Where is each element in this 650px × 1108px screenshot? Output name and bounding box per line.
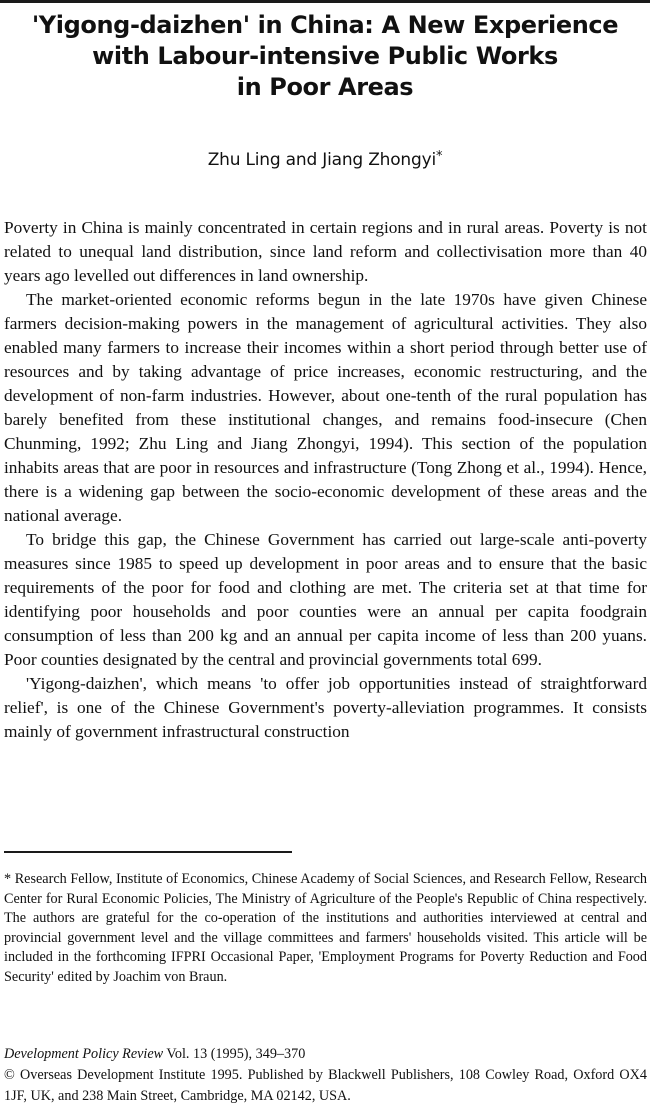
- journal-citation: [4, 1044, 647, 1107]
- author-footnote-marker: *: [435, 149, 443, 164]
- title-line-1: 'Yigong-daizhen' in China: A New Experience: [31, 11, 619, 39]
- article-body: [4, 216, 647, 744]
- body-paragraph: To bridge this gap, the Chinese Government has carried out large-scale anti-poverty measures since 1985 to speed up development in poor areas and to ensure that the basic requirements of the poor for food and clothing are met. The criteria set at that time for identifying poor households and poor counties were an annual per capita foodgrain consumption of less than 200 kg and an annual per capita income of less than 200 yuans. Poor counties designated by the central and provincial governments total 699.: [4, 530, 647, 669]
- top-rule: [0, 0, 650, 3]
- body-paragraph: Poverty in China is mainly concentrated in certain regions and in rural areas. Poverty is not related to unequal land distribution, since land reform and collectivisation more than 40 years ago levelled out differences in land ownership.: [4, 218, 647, 285]
- body-paragraph: The market-oriented economic reforms begun in the late 1970s have given Chinese farmers decision-making powers in the management of agricultural activities. They also enabled many farmers to increase their incomes within a short period through better use of resources and by taking advantage of price increases, economic restructuring, and the development of non-farm industries. However, about one-tenth of the rural population has barely benefited from these institutional changes, and remains food-insecure (Chen Chunming, 1992; Zhu Ling and Jiang Zhongyi, 1994). This section of the population inhabits areas that are poor in resources and infrastructure (Tong Zhong et al., 1994). Hence, there is a widening gap between the socio-economic development of these areas and the national average.: [4, 290, 647, 525]
- journal-reference: [4, 1044, 647, 1065]
- volume-pages: Vol. 13 (1995), 349–370: [163, 1046, 306, 1062]
- author-names: Zhu Ling and Jiang Zhongyi: [207, 150, 436, 170]
- copyright-notice: © Overseas Development Institute 1995. Published by Blackwell Publishers, 108 Cowley Road, Oxford OX4 1JF, UK, and 238 Main Street, Cambridge, MA 02142, USA.: [4, 1067, 647, 1104]
- article-title: [0, 10, 650, 103]
- body-paragraph: 'Yigong-daizhen', which means 'to offer job opportunities instead of straightforward relief', is one of the Chinese Government's poverty-alleviation programmes. It consists mainly of government infrastructural construction: [4, 674, 647, 741]
- author-footnote: * Research Fellow, Institute of Economics, Chinese Academy of Social Sciences, and Research Fellow, Research Center for Rural Economic Policies, The Ministry of Agriculture of the People's Republic of China respectively. The authors are grateful for the co-operation of the institutions and authorities interviewed at central and provincial government level and the village committees and farmers' households visited. This article will be included in the forthcoming IFPRI Occasional Paper, 'Employment Programs for Poverty Reduction and Food Security' edited by Joachim von Braun.: [4, 871, 647, 985]
- title-line-3: in Poor Areas: [236, 73, 414, 101]
- journal-name: Development Policy Review: [4, 1046, 164, 1062]
- author-line: [0, 146, 650, 171]
- title-line-2: with Labour-intensive Public Works: [92, 42, 558, 70]
- footnote-rule: [4, 851, 292, 853]
